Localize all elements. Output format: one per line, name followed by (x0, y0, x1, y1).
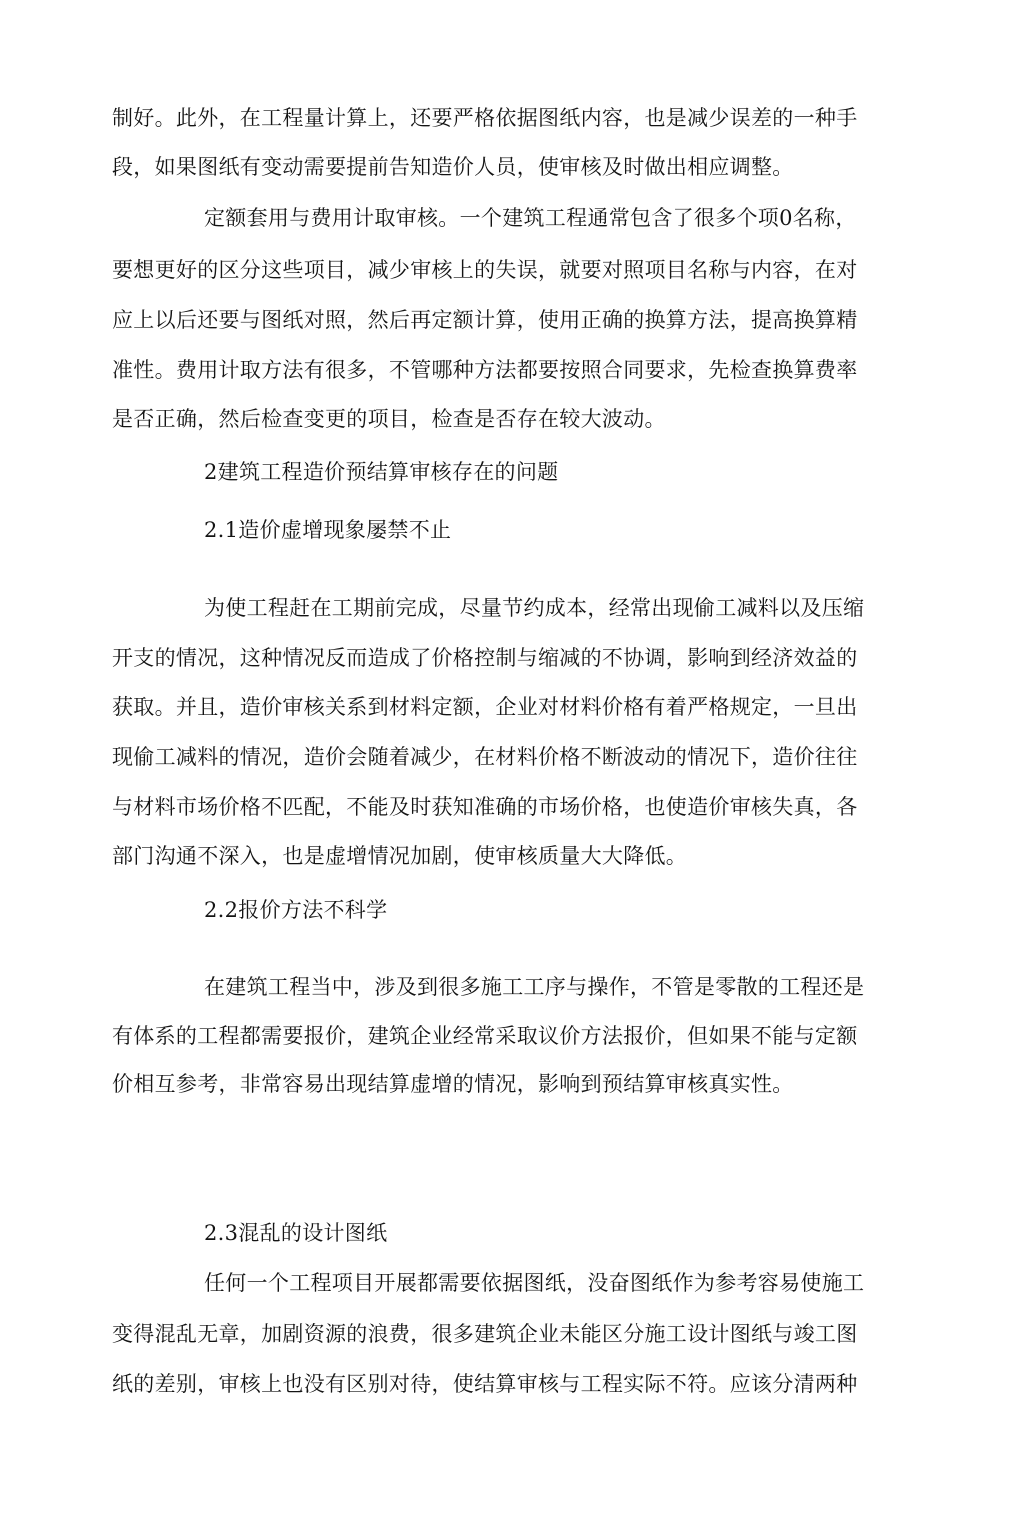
subsection-heading: 2.1造价虚增现象屡禁不止 (204, 518, 452, 542)
text-line: 与材料市场价格不匹配，不能及时获知准确的市场价格，也使造价审核失真，各 (112, 795, 858, 819)
text-line: 是否正确，然后检查变更的项目，检查是否存在较大波动。 (112, 407, 666, 431)
text-line: 部门沟通不深入，也是虚增情况加剧，使审核质量大大降低。 (112, 844, 688, 868)
text-line: 纸的差别，审核上也没有区别对待，使结算审核与工程实际不符。应该分清两种 (112, 1372, 858, 1396)
paragraph-first-line: 在建筑工程当中，涉及到很多施工工序与操作，不管是零散的工程还是 (204, 975, 865, 999)
paragraph-first-line: 为使工程赶在工期前完成，尽量节约成本，经常出现偷工减料以及压缩 (204, 596, 865, 620)
paragraph-first-line: 定额套用与费用计取审核。一个建筑工程通常包含了很多个项0名称， (204, 206, 857, 230)
subsection-heading: 2.3混乱的设计图纸 (204, 1221, 388, 1245)
text-line: 制好。此外，在工程量计算上，还要严格依据图纸内容，也是减少误差的一种手 (112, 106, 858, 130)
text-line: 获取。并且，造价审核关系到材料定额，企业对材料价格有着严格规定，一旦出 (112, 695, 858, 719)
section-heading: 2建筑工程造价预结算审核存在的问题 (204, 460, 559, 484)
subsection-heading: 2.2报价方法不科学 (204, 898, 388, 922)
text-line: 现偷工减料的情况，造价会随着减少，在材料价格不断波动的情况下，造价往往 (112, 745, 858, 769)
text-line: 要想更好的区分这些项目，减少审核上的失误，就要对照项目名称与内容，在对 (112, 258, 858, 282)
text-line: 开支的情况，这种情况反而造成了价格控制与缩减的不协调，影响到经济效益的 (112, 646, 858, 670)
text-line: 变得混乱无章，加剧资源的浪费，很多建筑企业未能区分施工设计图纸与竣工图 (112, 1322, 858, 1346)
text-line: 准性。费用计取方法有很多，不管哪种方法都要按照合同要求，先检查换算费率 (112, 358, 858, 382)
text-line: 段，如果图纸有变动需要提前告知造价人员，使审核及时做出相应调整。 (112, 155, 794, 179)
text-line: 价相互参考，非常容易出现结算虚增的情况，影响到预结算审核真实性。 (112, 1072, 794, 1096)
text-line: 应上以后还要与图纸对照，然后再定额计算，使用正确的换算方法，提高换算精 (112, 308, 858, 332)
paragraph-first-line: 任何一个工程项目开展都需要依据图纸，没奋图纸作为参考容易使施工 (204, 1271, 865, 1295)
text-line: 有体系的工程都需要报价，建筑企业经常采取议价方法报价，但如果不能与定额 (112, 1024, 858, 1048)
